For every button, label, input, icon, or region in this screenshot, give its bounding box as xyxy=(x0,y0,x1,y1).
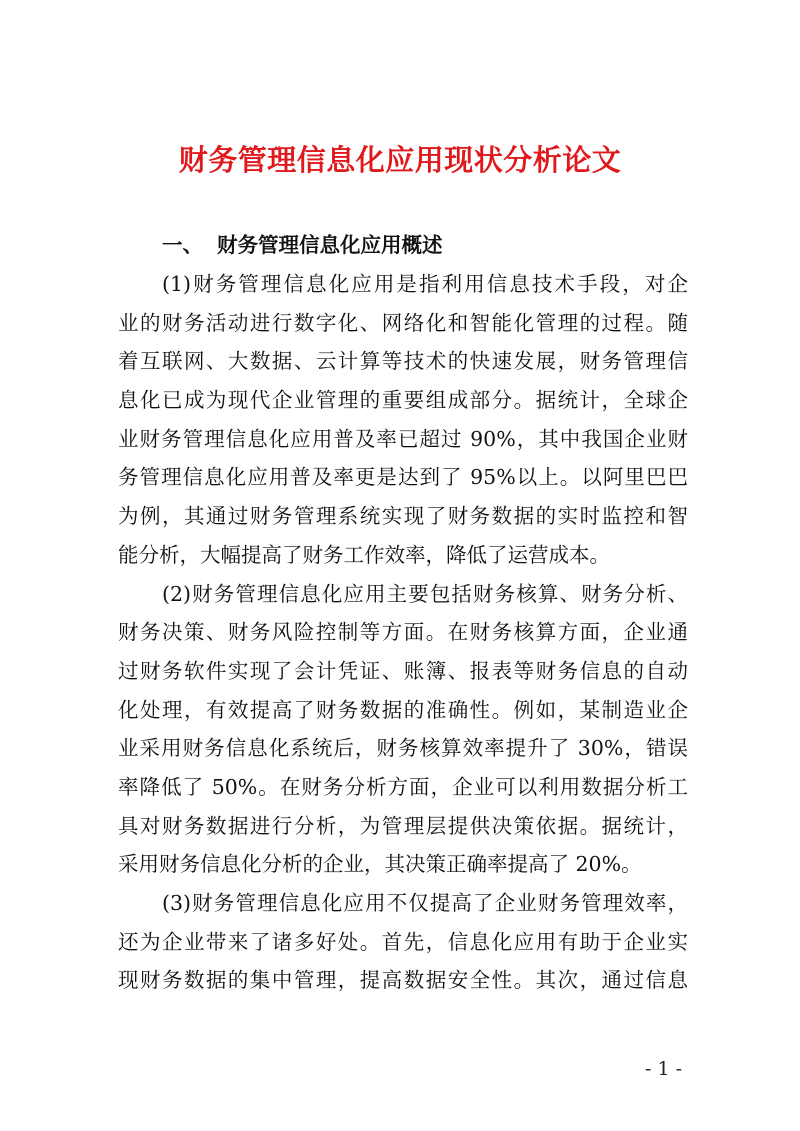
paragraph-2-line: 过财务软件实现了会计凭证、账簿、报表等财务信息的自动 xyxy=(118,658,688,683)
paragraph-3-line: 现财务数据的集中管理，提高数据安全性。其次，通过信息 xyxy=(118,968,688,993)
paragraph-1-line: 着互联网、大数据、云计算等技术的快速发展，财务管理信 xyxy=(118,349,688,374)
paragraph-2-line: 业采用财务信息化系统后，财务核算效率提升了 30%，错误 xyxy=(118,736,688,761)
paragraph-2-line: 采用财务信息化分析的企业，其决策正确率提高了 20%。 xyxy=(118,852,642,877)
paragraph-2-line: 具对财务数据进行分析，为管理层提供决策依据。据统计， xyxy=(118,813,688,838)
paragraph-1-line: 能分析，大幅提高了财务工作效率，降低了运营成本。 xyxy=(118,542,610,567)
paragraph-2-line: 化处理，有效提高了财务数据的准确性。例如，某制造业企 xyxy=(118,697,688,722)
section-number: 一、 xyxy=(162,233,203,257)
body-text xyxy=(118,265,688,1000)
page-number: - 1 - xyxy=(644,1058,682,1080)
paragraph-2-line: 财务决策、财务风险控制等方面。在财务核算方面，企业通 xyxy=(118,620,688,645)
paragraph-1-line: 为例，其通过财务管理系统实现了财务数据的实时监控和智 xyxy=(118,504,688,529)
paragraph-3-line: 还为企业带来了诸多好处。首先，信息化应用有助于企业实 xyxy=(118,929,688,954)
document-title: 财务管理信息化应用现状分析论文 xyxy=(178,143,622,177)
section-heading xyxy=(162,228,443,258)
paragraph-2-line: 率降低了 50%。在财务分析方面，企业可以利用数据分析工 xyxy=(118,774,688,799)
paragraph-3-line: (3)财务管理信息化应用不仅提高了企业财务管理效率， xyxy=(162,891,688,915)
paragraph-1-line: 务管理信息化应用普及率更是达到了 95%以上。以阿里巴巴 xyxy=(118,465,688,490)
section-heading-text: 财务管理信息化应用概述 xyxy=(217,233,443,257)
paragraph-1-line: 业财务管理信息化应用普及率已超过 90%，其中我国企业财 xyxy=(118,426,688,451)
paragraph-1-line: 息化已成为现代企业管理的重要组成部分。据统计，全球企 xyxy=(118,388,688,413)
paragraph-1-line: (1)财务管理信息化应用是指利用信息技术手段，对企 xyxy=(162,272,688,296)
paragraph-2-line: (2)财务管理信息化应用主要包括财务核算、财务分析、 xyxy=(162,581,688,606)
paragraph-1-line: 业的财务活动进行数字化、网络化和智能化管理的过程。随 xyxy=(118,310,688,335)
